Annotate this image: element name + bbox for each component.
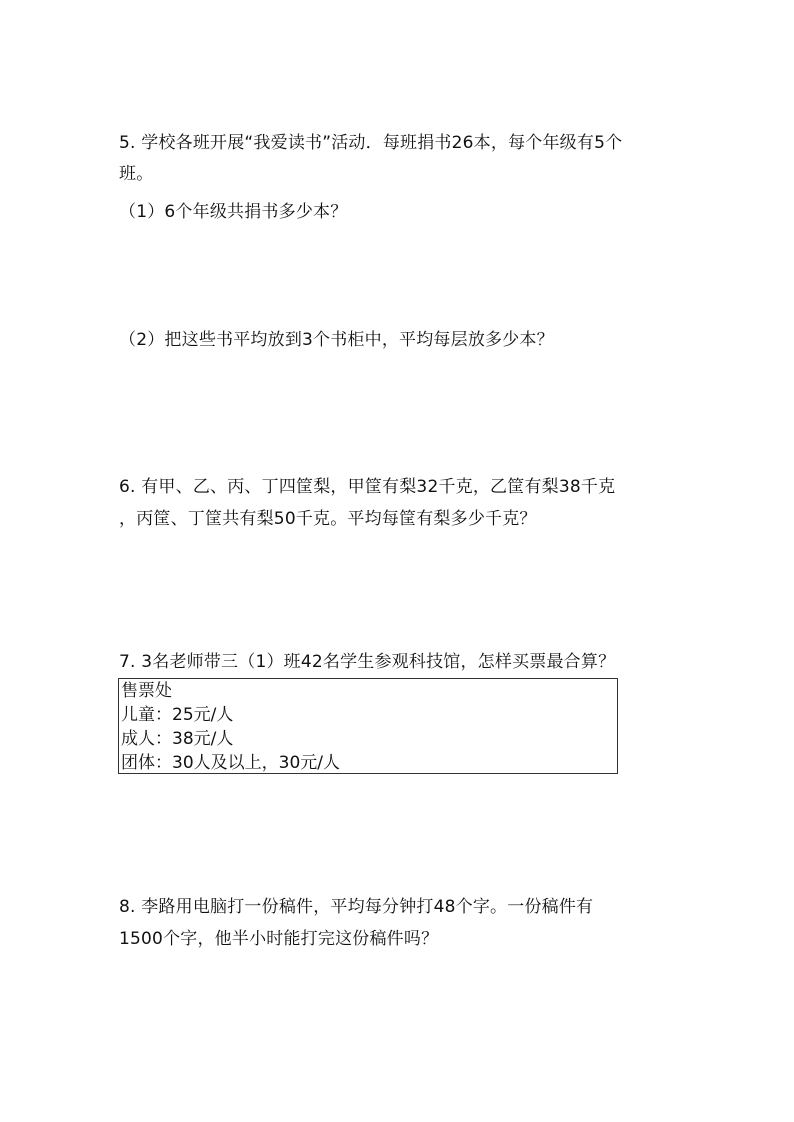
q6-line-2: ，丙筐、丁筐共有梨50千克。平均每筐有梨多少千克？ [119, 509, 537, 529]
ticket-title: 售票处 [121, 681, 172, 701]
ticket-adult-price: 成人：38元/人 [121, 729, 234, 749]
ticket-group-price: 团体：30人及以上，30元/人 [121, 753, 340, 773]
ticket-child-price: 儿童：25元/人 [121, 705, 234, 725]
q7-line-1: 7. 3名老师带三（1）班42名学生参观科技馆，怎样买票最合算？ [119, 652, 616, 672]
q5-subquestion-1: （1）6个年级共捐书多少本？ [119, 202, 348, 222]
q5-line-1: 5. 学校各班开展“我爱读书”活动．每班捐书26本，每个年级有5个 [119, 133, 623, 153]
q8-line-1: 8. 李路用电脑打一份稿件，平均每分钟打48个字。一份稿件有 [119, 897, 594, 917]
q8-line-2: 1500个字，他半小时能打完这份稿件吗？ [119, 929, 439, 949]
ticket-price-box [118, 678, 618, 774]
q5-line-2: 班。 [119, 164, 154, 184]
q5-subquestion-2: （2）把这些书平均放到3个书柜中，平均每层放多少本？ [119, 330, 554, 350]
q6-line-1: 6. 有甲、乙、丙、丁四筐梨，甲筐有梨32千克，乙筐有梨38千克 [119, 477, 616, 497]
